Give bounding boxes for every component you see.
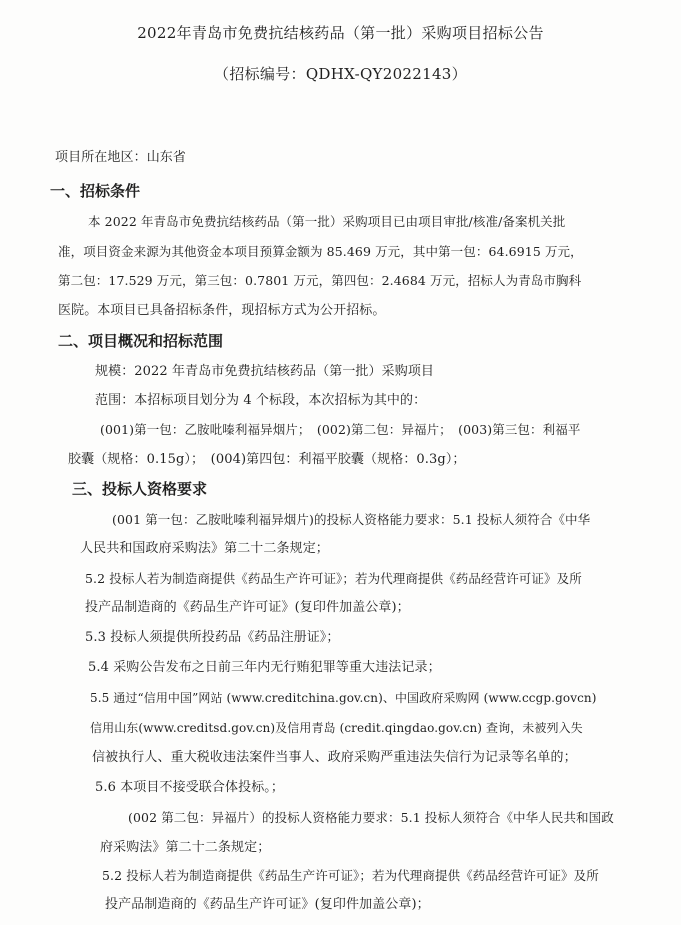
qualification-line: 人民共和国政府采购法》第二十二条规定； [80,541,329,556]
project-region: 项目所在地区：山东省 [55,150,187,165]
qualification-line: 信用山东(www.creditsd.gov.cn)及信用青岛 (credit.qingdao.gov.cn) 查询，未被列入失 [90,721,583,735]
paragraph-line: 范围：本招标项目划分为 4 个标段，本次招标为其中的： [95,393,427,408]
paragraph-line: 本 2022 年青岛市免费抗结核药品（第一批）采购项目已由项目审批/核准/备案机关批 [88,214,566,229]
qualification-line: 信被执行人、重大税收违法案件当事人、政府采购严重违法失信行为记录等名单的； [92,750,577,765]
qualification-line: 5.4 采购公告发布之日前三年内无行贿犯罪等重大违法记录； [88,660,441,675]
qualification-line: 5.2 投标人若为制造商提供《药品生产许可证》；若为代理商提供《药品经营许可证》及所 [102,868,599,883]
qualification-line: 5.3 投标人须提供所投药品《药品注册证》； [85,630,340,645]
paragraph-line: 医院。本项目已具备招标条件，现招标方式为公开招标。 [58,303,386,318]
qualification-line: 投产品制造商的《药品生产许可证》(复印件加盖公章)； [85,600,410,615]
qualification-line: 府采购法》第二十二条规定； [100,840,271,855]
paragraph-line: 第二包：17.529 万元，第三包：0.7801 万元，第四包：2.4684 万元，招标人为青岛市胸科 [58,273,582,288]
qualification-line: 5.2 投标人若为制造商提供《药品生产许可证》；若为代理商提供《药品经营许可证》及所 [85,571,582,586]
section-heading-3: 三、投标人资格要求 [72,480,208,498]
bid-number: （招标编号：QDHX-QY2022143） [214,65,467,83]
section-heading-2: 二、项目概况和招标范围 [58,332,224,350]
section-heading-1: 一、招标条件 [50,182,141,200]
qualification-line: 5.6 本项目不接受联合体投标。； [95,780,285,795]
qualification-line: (002 第二包：异福片）的投标人资格能力要求：5.1 投标人须符合《中华人民共和国政 [128,810,614,825]
qualification-line: (001 第一包：乙胺吡嗪利福异烟片)的投标人资格能力要求：5.1 投标人须符合《中华 [112,512,591,527]
qualification-line: 投产品制造商的《药品生产许可证》(复印件加盖公章)； [105,897,430,912]
paragraph-line: 准，项目资金来源为其他资金本项目预算金额为 85.469 万元，其中第一包：64.6915 万元， [58,244,583,259]
qualification-line: 5.5 通过“信用中国”网站 (www.creditchina.gov.cn)、中国政府采购网 (www.ccgp.govcn) [90,691,597,705]
document-title: 2022年青岛市免费抗结核药品（第一批）采购项目招标公告 [137,24,544,42]
lot-list-line: (001)第一包：乙胺吡嗪利福异烟片； (002)第二包：异福片； (003)第三包：利福平 [100,422,581,437]
paragraph-line: 规模：2022 年青岛市免费抗结核药品（第一批）采购项目 [95,364,435,379]
lot-list-line: 胶囊（规格：0.15g）； (004)第四包：利福平胶囊（规格：0.3g）； [68,452,466,467]
